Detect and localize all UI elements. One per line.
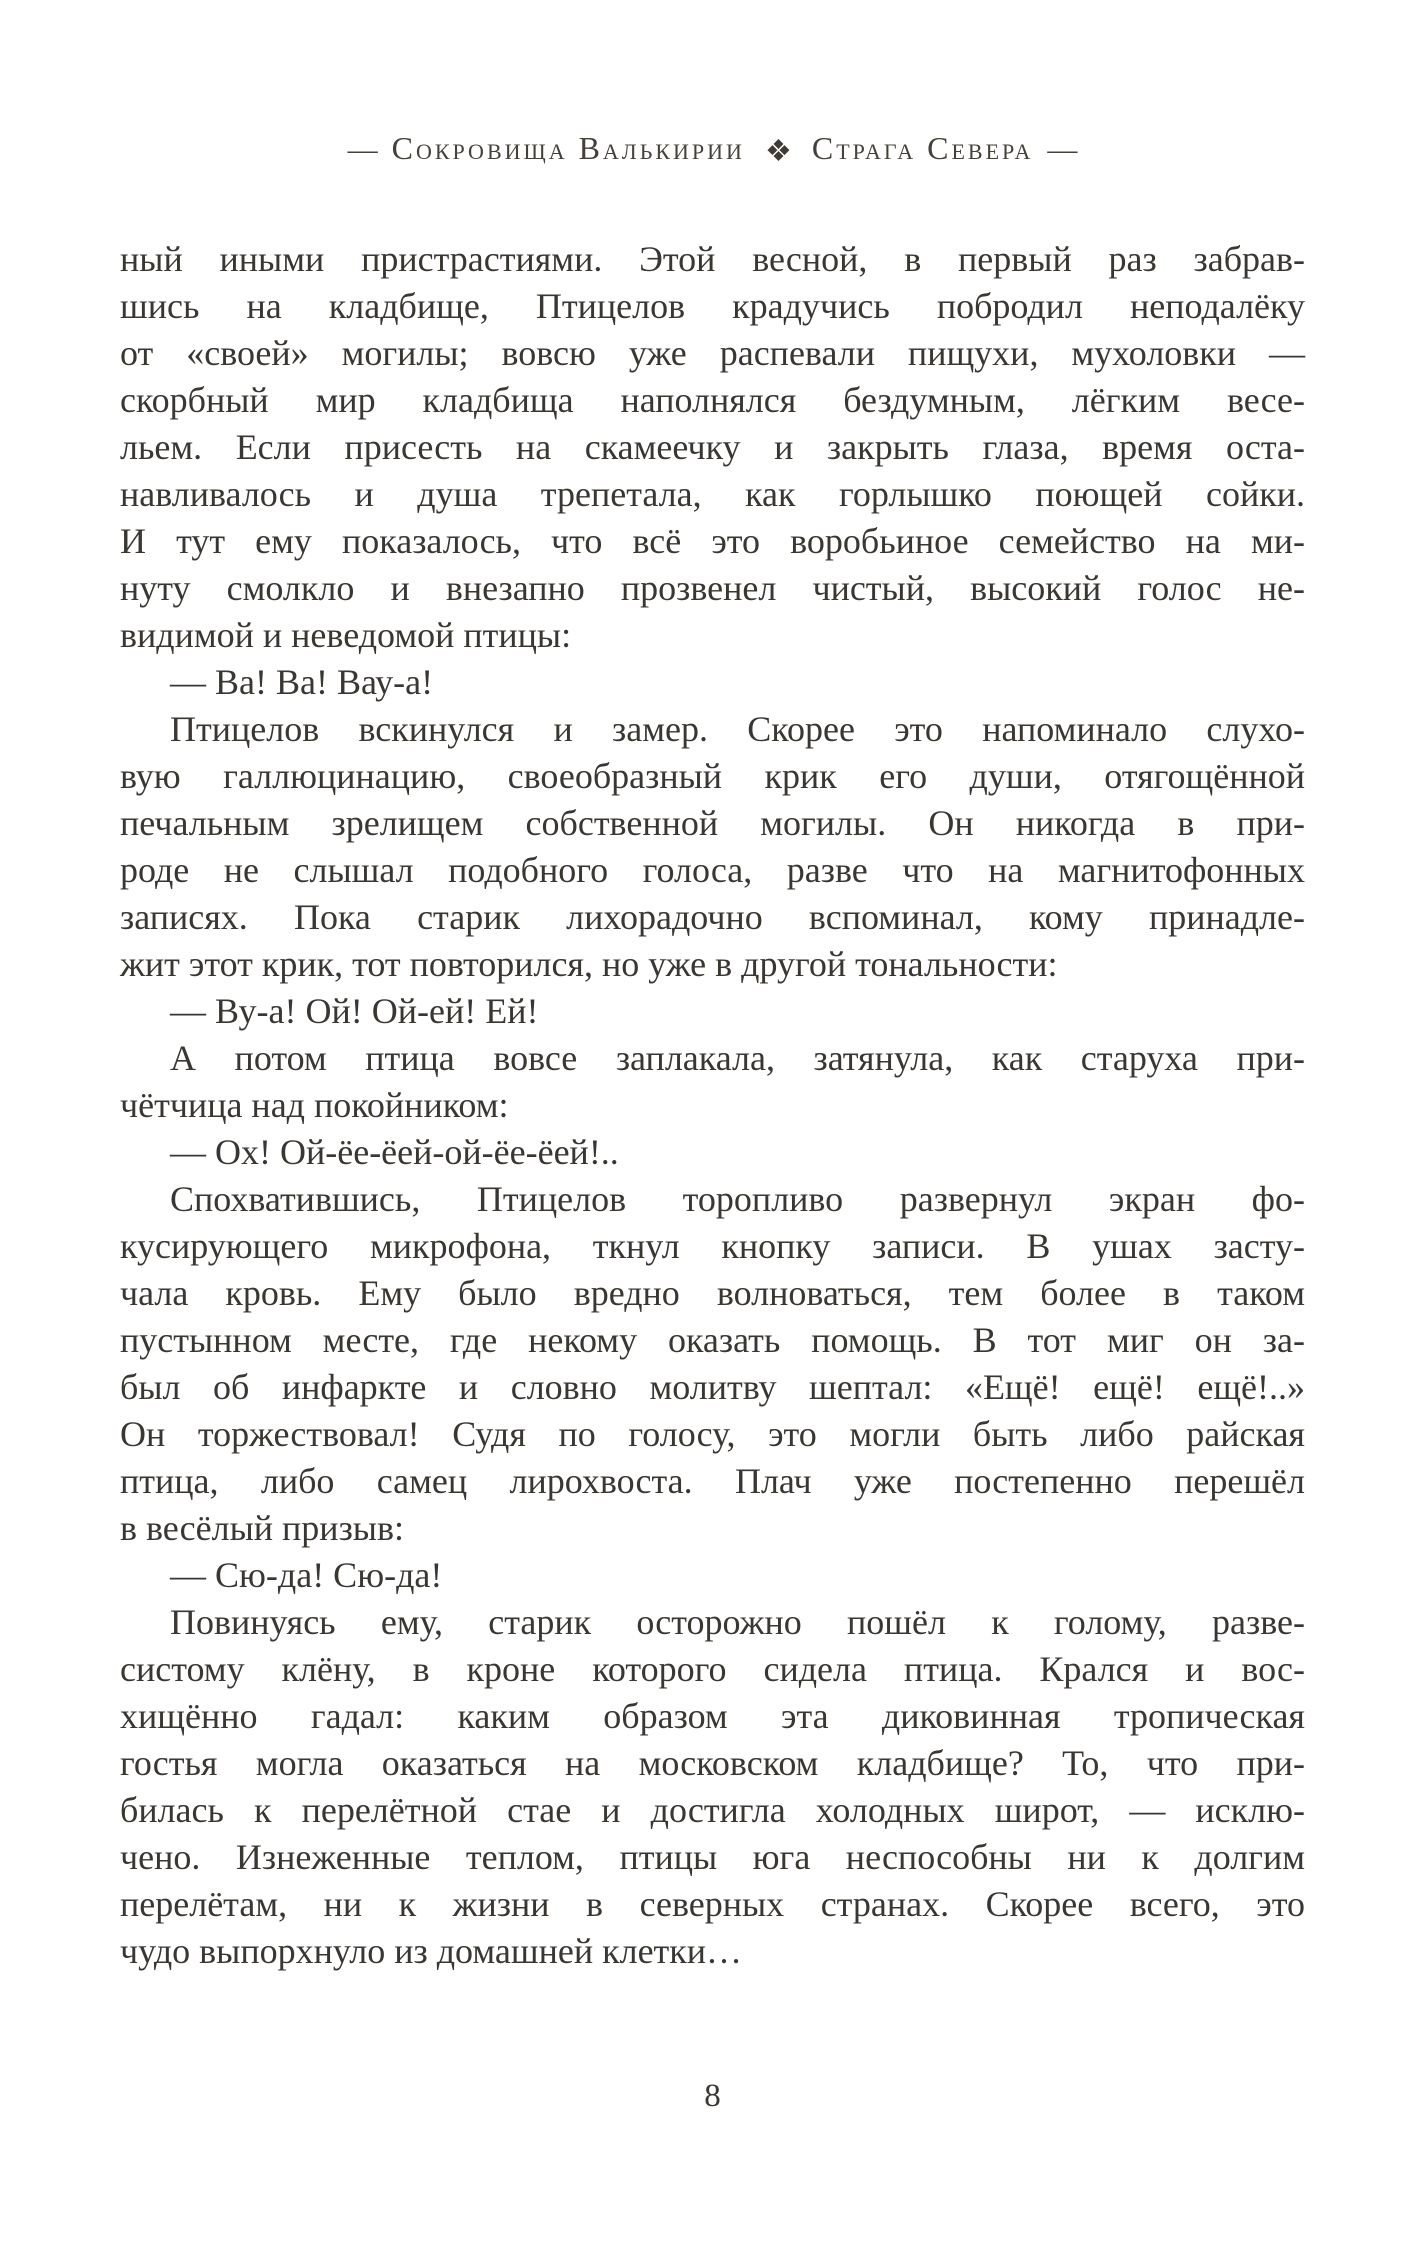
running-header	[0, 130, 1425, 167]
text-line: чено. Изнеженные теплом, птицы юга неспособны ни к долгим	[120, 1837, 1305, 1877]
header-title-left: Сокровища Валькирии	[391, 130, 745, 166]
text-line: в весёлый призыв:	[120, 1508, 404, 1548]
text-line: вую галлюцинацию, своеобразный крик его души, отягощённой	[120, 756, 1305, 796]
paragraph	[120, 236, 1305, 659]
text-line: гостья могла оказаться на московском кладбище? То, что при-	[120, 1743, 1305, 1783]
paragraph	[120, 706, 1305, 988]
text-line: А потом птица вовсе заплакала, затянула, как старуха при-	[170, 1038, 1305, 1078]
text-line: записях. Пока старик лихорадочно вспоминал, кому принадле-	[120, 897, 1305, 937]
header-title-right: Страга Севера	[811, 130, 1034, 166]
text-line: хищённо гадал: каким образом эта диковинная тропическая	[120, 1696, 1305, 1736]
text-line: систому клёну, в кроне которого сидела птица. Крался и вос-	[120, 1649, 1305, 1689]
dialogue-line	[120, 988, 1305, 1035]
text-line: Он торжествовал! Судя по голосу, это могли быть либо райская	[120, 1414, 1305, 1454]
text-line: — Ва! Ва! Вау-а!	[170, 662, 434, 702]
text-line: шись на кладбище, Птицелов крадучись побродил неподалёку	[120, 286, 1305, 326]
text-line: И тут ему показалось, что всё это воробьиное семейство на ми-	[120, 521, 1305, 561]
text-line: билась к перелётной стае и достигла холодных широт, — исклю-	[120, 1790, 1305, 1830]
text-line: ный иными пристрастиями. Этой весной, в первый раз забрав-	[120, 239, 1305, 279]
text-line: Спохватившись, Птицелов торопливо развернул экран фо-	[170, 1179, 1305, 1219]
text-line: печальным зрелищем собственной могилы. Он никогда в при-	[120, 803, 1305, 843]
page-number: 8	[704, 2078, 721, 2114]
ornament-icon: ❖	[764, 135, 792, 168]
text-line: льем. Если присесть на скамеечку и закрыть глаза, время оста-	[120, 427, 1305, 467]
text-line: видимой и неведомой птицы:	[120, 615, 572, 655]
dialogue-line	[120, 1129, 1305, 1176]
text-line: скорбный мир кладбища наполнялся бездумным, лёгким весе-	[120, 380, 1305, 420]
text-line: жит этот крик, тот повторился, но уже в другой тональности:	[120, 944, 1058, 984]
text-line: пустынном месте, где некому оказать помощь. В тот миг он за-	[120, 1320, 1305, 1360]
text-line: чудо выпорхнуло из домашней клетки…	[120, 1931, 743, 1971]
text-line: Птицелов вскинулся и замер. Скорее это напоминало слухо-	[170, 709, 1305, 749]
text-line: нуту смолкло и внезапно прозвенел чистый, высокий голос не-	[120, 568, 1305, 608]
text-line: — Сю-да! Сю-да!	[170, 1555, 443, 1595]
header-dash-right: —	[1047, 133, 1078, 166]
text-line: чётчица над покойником:	[120, 1085, 509, 1125]
dialogue-line	[120, 659, 1305, 706]
text-line: навливалось и душа трепетала, как горлышко поющей сойки.	[120, 474, 1305, 514]
text-line: роде не слышал подобного голоса, разве что на магнитофонных	[120, 850, 1305, 890]
paragraph	[120, 1599, 1305, 1975]
paragraph	[120, 1176, 1305, 1552]
text-line: был об инфаркте и словно молитву шептал: «Ещё! ещё! ещё!..»	[120, 1367, 1305, 1407]
text-line: кусирующего микрофона, ткнул кнопку записи. В ушах засту-	[120, 1226, 1305, 1266]
text-block	[120, 236, 1305, 1975]
text-line: — Ох! Ой-ёе-ёей-ой-ёе-ёей!..	[170, 1132, 619, 1172]
text-line: перелётам, ни к жизни в северных странах. Скорее всего, это	[120, 1884, 1305, 1924]
paragraph	[120, 1035, 1305, 1129]
text-line: чала кровь. Ему было вредно волноваться, тем более в таком	[120, 1273, 1305, 1313]
text-line: — Ву-а! Ой! Ой-ей! Ей!	[170, 991, 539, 1031]
header-dash-left: —	[347, 133, 378, 166]
text-line: птица, либо самец лирохвоста. Плач уже постепенно перешёл	[120, 1461, 1305, 1501]
dialogue-line	[120, 1552, 1305, 1599]
text-line: от «своей» могилы; вовсю уже распевали пищухи, мухоловки —	[120, 333, 1305, 373]
text-line: Повинуясь ему, старик осторожно пошёл к голому, разве-	[170, 1602, 1305, 1642]
